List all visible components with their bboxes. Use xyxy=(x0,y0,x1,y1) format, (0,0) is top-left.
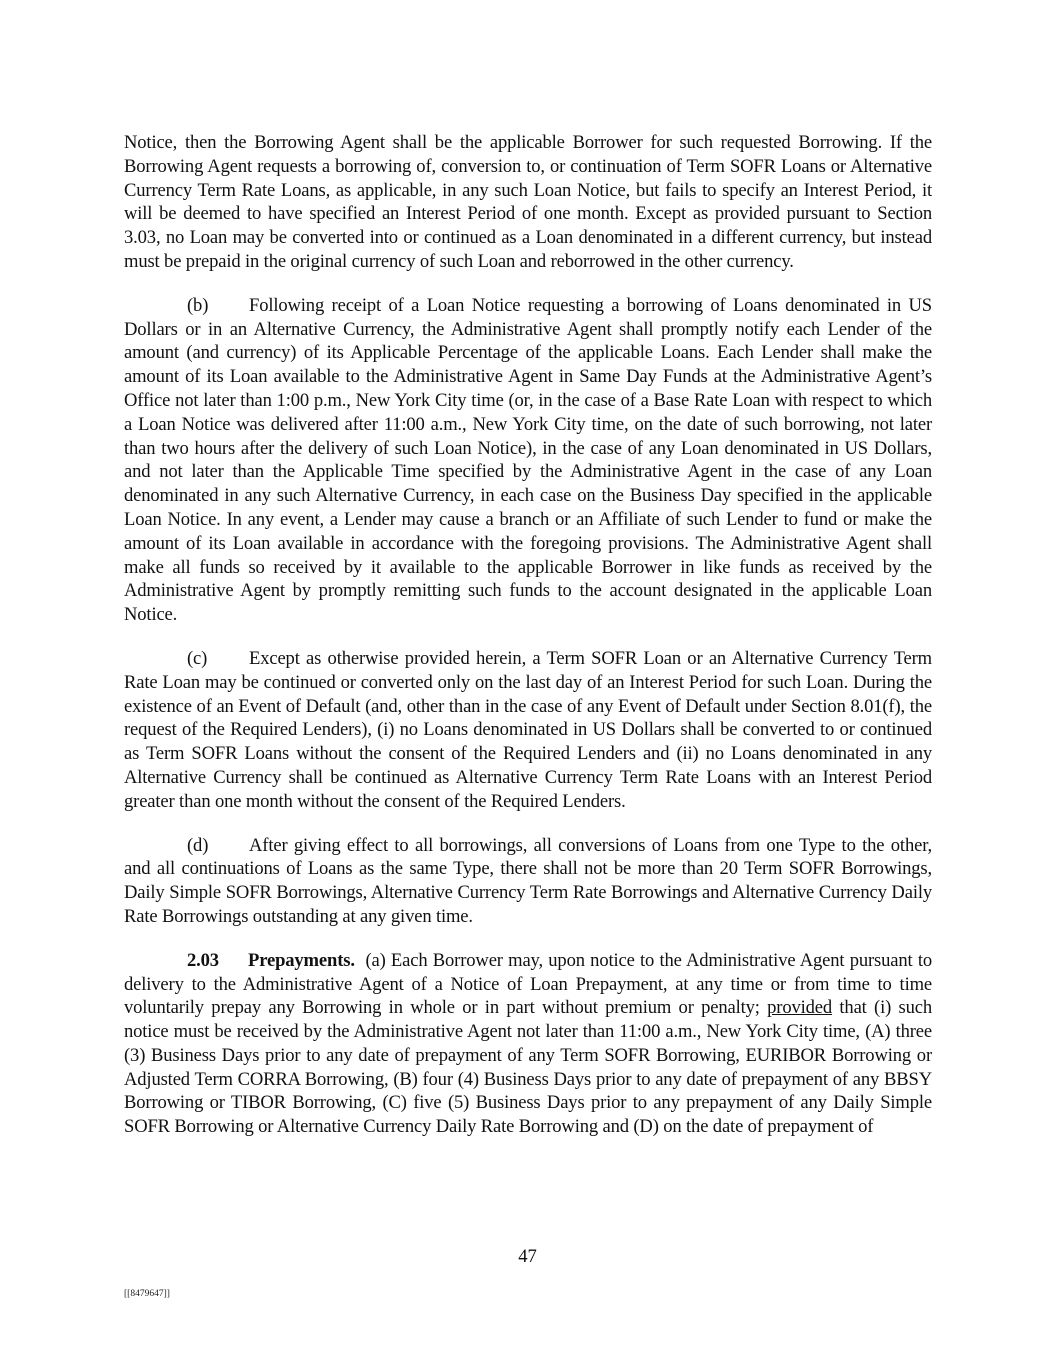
paragraph-label: (d) xyxy=(187,834,209,856)
section-number: 2.03 xyxy=(187,949,219,971)
paragraph-c xyxy=(124,647,932,814)
section-text-part-1: (a) Each Borrower may, upon notice to the Administrative Agent pursuant to delivery to the Administrative Agent of a Notice of Loan Prepayment, at any time or from time to time voluntarily prepay any Borrowing in whole or in part without premium or penalty; xyxy=(124,949,933,1019)
provided-term: provided xyxy=(767,997,833,1019)
paragraph-b xyxy=(124,294,932,627)
section-2-03-prepayments xyxy=(124,949,932,1139)
paragraph-label: (b) xyxy=(187,294,209,316)
section-text-part-2: that (i) such notice must be received by the Administrative Agent not later than 11:00 a.m., New York City time, (A) three (3) Business Days prior to any date of prepayment of any Term SOFR Borrowing, EURIBOR Borrowing or Adjusted Term CORRA Borrowing, (B) four (4) Business Days prior to any date of prepayment of any BBSY Borrowing or TIBOR Borrowing, (C) five (5) Business Days prior to any prepayment of any Daily Simple SOFR Borrowing or Alternative Currency Daily Rate Borrowing and (D) on the date of prepayment of xyxy=(124,997,933,1138)
document-id: [[8479647]] xyxy=(124,1289,170,1299)
paragraph-text: After giving effect to all borrowings, all conversions of Loans from one Type to the other, and all continuations of Loans as the same Type, there shall not be more than 20 Term SOFR Borrowings, Daily Simple SOFR Borrowings, Alternative Currency Term Rate Borrowings and Alternative Currency Daily Rate Borrowings outstanding at any given time. xyxy=(124,834,932,927)
paragraph-text: Following receipt of a Loan Notice requesting a borrowing of Loans denominated in US Dollars or in an Alternative Currency, the Administrative Agent shall promptly notify each Lender of the amount (and currency) of its Applicable Percentage of the applicable Loans. Each Lender shall make the amount of its Loan available to the Administrative Agent in Same Day Funds at the Administrative Agent’s Office not later than 1:00 p.m., New York City time (or, in the case of a Base Rate Loan with respect to which a Loan Notice was delivered after 11:00 a.m., New York City time, on the date of such borrowing, not later than two hours after the delivery of such Loan Notice), in the case of any Loan denominated in US Dollars, and not later than the Applicable Time specified by the Administrative Agent in the case of any Loan denominated in any such Alternative Currency, in each case on the Business Day specified in the applicable Loan Notice. In any event, a Lender may cause a branch or an Affiliate of such Lender to fund or make the amount of its Loan available in accordance with the foregoing provisions. The Administrative Agent shall make all funds so received by it available to the applicable Borrower in like funds as received by the Administrative Agent by promptly remitting such funds to the account designated in the applicable Loan Notice. xyxy=(124,294,932,626)
document-body xyxy=(124,131,932,1159)
section-title: Prepayments. xyxy=(248,949,355,971)
continuation-paragraph: Notice, then the Borrowing Agent shall be the applicable Borrower for such requested Borrowing. If the Borrowing Agent requests a borrowing of, conversion to, or continuation of Term SOFR Loans or Alternative Currency Term Rate Loans, as applicable, in any such Loan Notice, but fails to specify an Interest Period, it will be deemed to have specified an Interest Period of one month. Except as provided pursuant to Section 3.03, no Loan may be converted into or continued as a Loan denominated in a different currency, but instead must be prepaid in the original currency of such Loan and reborrowed in the other currency. xyxy=(124,132,932,272)
page-number: 47 xyxy=(518,1246,537,1267)
paragraph-text: Except as otherwise provided herein, a Term SOFR Loan or an Alternative Currency Term Rate Loan may be continued or converted only on the last day of an Interest Period for such Loan. During the existence of an Event of Default (and, other than in the case of any Event of Default under Section 8.01(f), the request of the Required Lenders), (i) no Loans denominated in US Dollars shall be converted to or continued as Term SOFR Loans without the consent of the Required Lenders and (ii) no Loans denominated in any Alternative Currency shall be continued as Alternative Currency Term Rate Loans with an Interest Period greater than one month without the consent of the Required Lenders. xyxy=(124,647,932,812)
paragraph-d xyxy=(124,834,932,929)
paragraph-label: (c) xyxy=(187,647,208,669)
